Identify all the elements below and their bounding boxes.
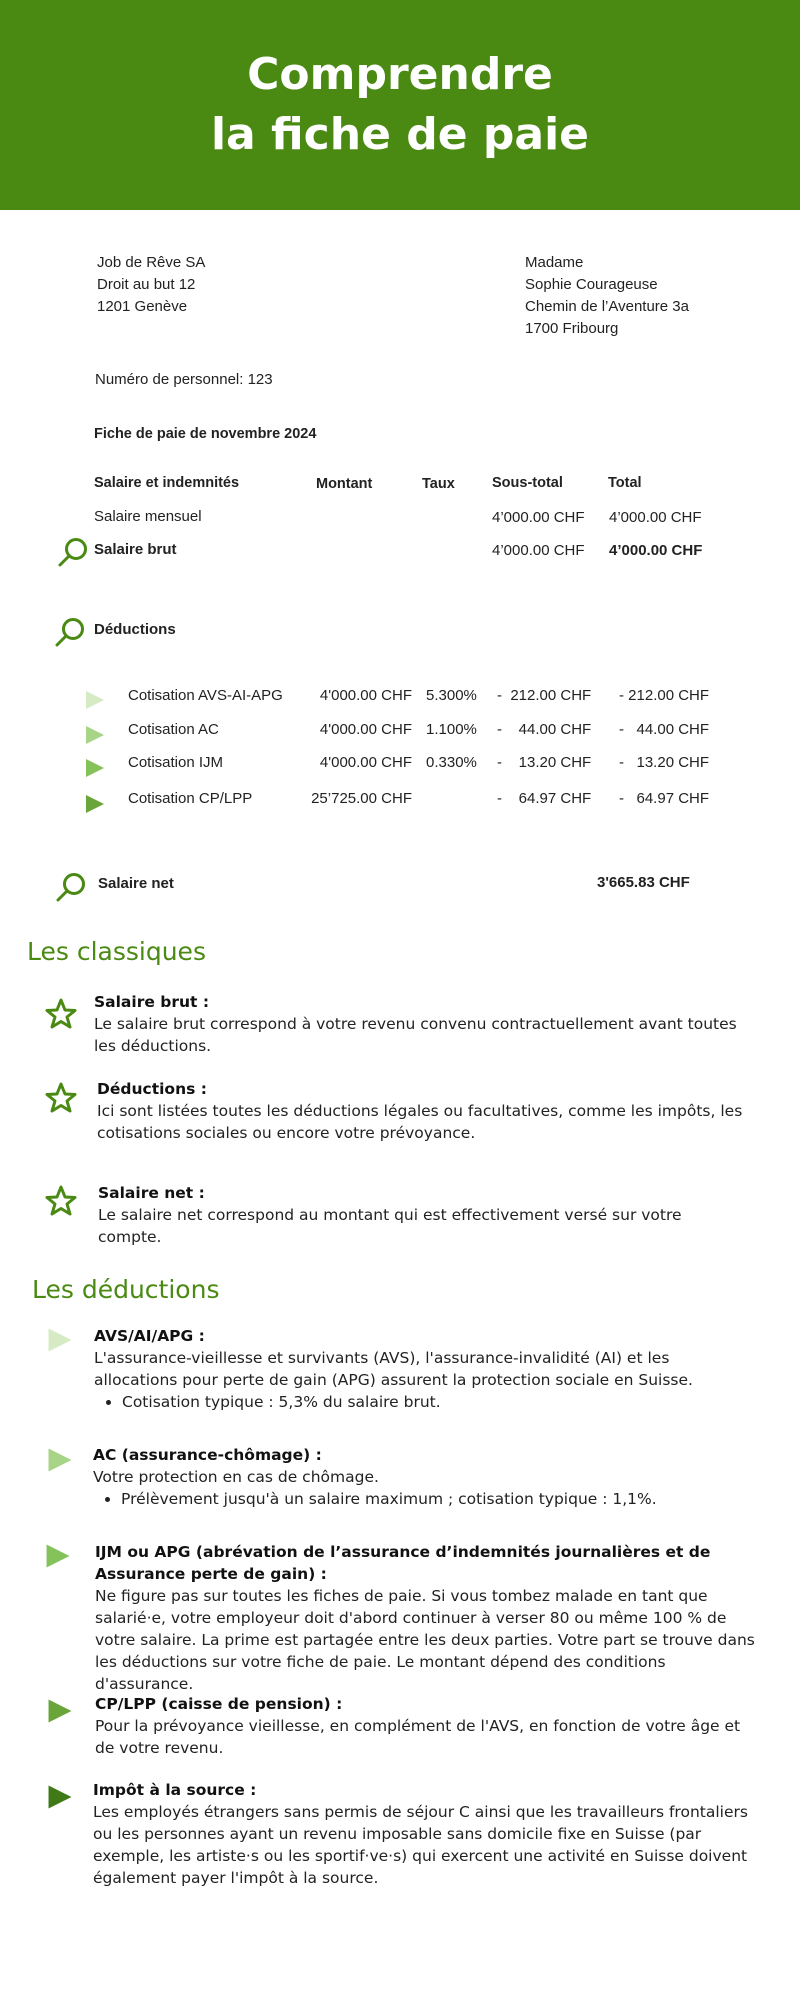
deduction-row-label: Cotisation AC <box>128 721 219 738</box>
deduction-item <box>95 1693 755 1759</box>
deduction-row-amount: 4'000.00 CHF <box>319 754 412 771</box>
deduction-item <box>93 1444 753 1510</box>
deduction-row-rate: 0.330% <box>426 754 477 771</box>
star-icon <box>44 997 78 1031</box>
deduction-row-amount: 4'000.00 CHF <box>319 721 412 738</box>
monthly-salary-label: Salaire mensuel <box>94 508 202 525</box>
classics-item-title: Salaire brut : <box>94 993 210 1011</box>
deduction-item-body <box>94 1347 754 1413</box>
deduction-row-rate: 5.300% <box>426 687 477 704</box>
employer-address <box>97 252 205 318</box>
classics-item-title: Salaire net : <box>98 1184 205 1202</box>
deduction-row-subtotal: - 212.00 CHF <box>497 687 592 704</box>
classics-item <box>94 991 744 1057</box>
triangle-bullet-icon <box>84 689 106 711</box>
col-header-subtotal: Sous-total <box>492 475 563 491</box>
employee-salutation: Madame <box>525 254 584 271</box>
deduction-row-subtotal: - 13.20 CHF <box>497 754 592 771</box>
deduction-row-label: Cotisation CP/LPP <box>128 790 253 807</box>
monthly-salary-subtotal: 4’000.00 CHF <box>492 509 585 526</box>
triangle-bullet-icon <box>46 1326 74 1354</box>
deduction-row-subtotal: - 44.00 CHF <box>497 721 592 738</box>
employer-city: 1201 Genève <box>97 298 188 315</box>
deduction-row-label: Cotisation IJM <box>128 754 224 771</box>
gross-salary-subtotal: 4’000.00 CHF <box>492 542 585 559</box>
employee-address <box>525 252 689 340</box>
deduction-item-body <box>93 1466 753 1510</box>
deduction-item-title: AVS/AI/APG : <box>94 1327 205 1345</box>
classics-item-body: Le salaire brut correspond à votre revenu convenu contractuellement avant toutes les déductions. <box>94 1015 737 1055</box>
triangle-bullet-icon <box>84 757 106 779</box>
deduction-row-amount: 4'000.00 CHF <box>319 687 412 704</box>
col-header-label: Salaire et indemnités <box>94 475 240 491</box>
deduction-item-bullets <box>121 1488 753 1510</box>
magnifier-icon <box>54 870 88 904</box>
gross-salary-label: Salaire brut <box>94 541 177 558</box>
deduction-item-text: L'assurance-vieillesse et survivants (AVS), l'assurance-invalidité (AI) et les allocations pour perte de gain (APG) assurent la protection sociale en Suisse. <box>94 1349 693 1389</box>
deduction-item <box>95 1541 755 1695</box>
triangle-bullet-icon <box>84 793 106 815</box>
deduction-row-amount: 25’725.00 CHF <box>311 790 412 807</box>
employee-city: 1700 Fribourg <box>525 320 619 337</box>
triangle-bullet-icon <box>46 1697 74 1725</box>
deduction-row-label: Cotisation AVS-AI-APG <box>128 687 283 704</box>
deduction-item <box>94 1325 754 1413</box>
deduction-item-title: AC (assurance-chômage) : <box>93 1446 322 1464</box>
triangle-bullet-icon <box>46 1446 74 1474</box>
deductions-label: Déductions <box>94 621 176 638</box>
deduction-item-bullet: • Prélèvement jusqu'à un salaire maximum ; cotisation typique : 1,1%. <box>121 1488 753 1510</box>
gross-salary-total: 4’000.00 CHF <box>609 542 703 559</box>
deduction-item <box>93 1779 753 1889</box>
deduction-item-body: Les employés étrangers sans permis de séjour C ainsi que les travailleurs frontaliers ou les personnes ayant un revenu imposable sans domicile fixe en Suisse (par exemple, les artiste·s ou les sportif·ve·s) qui exercent une activité en Suisse doivent également payer l'impôt à la source. <box>93 1803 748 1887</box>
col-header-rate: Taux <box>422 476 455 492</box>
net-salary-label: Salaire net <box>98 875 174 892</box>
section-title-classics: Les classiques <box>27 937 206 966</box>
deduction-item-bullet: • Cotisation typique : 5,3% du salaire brut. <box>122 1391 754 1413</box>
star-icon <box>44 1184 78 1218</box>
header-banner <box>0 0 800 210</box>
deduction-item-body: Ne figure pas sur toutes les fiches de paie. Si vous tombez malade en tant que salarié·e, votre employeur doit d'abord continuer à verser 80 ou même 100 % de votre salaire. La prime est partagée entre les deux parties. Votre part se trouve dans les déductions sur votre fiche de paie. Le montant dépend des conditions d'assurance. <box>95 1587 755 1693</box>
col-header-amount: Montant <box>316 476 373 492</box>
triangle-bullet-icon <box>84 724 106 746</box>
deduction-row-total: - 44.00 CHF <box>619 721 710 738</box>
deduction-row-rate: 1.100% <box>426 721 477 738</box>
deduction-row-total: - 64.97 CHF <box>619 790 710 807</box>
classics-item <box>98 1182 748 1248</box>
col-header-total: Total <box>608 475 642 491</box>
employee-street: Chemin de l’Aventure 3a <box>525 298 689 315</box>
personnel-number: Numéro de personnel: 123 <box>95 371 273 388</box>
classics-item-title: Déductions : <box>97 1080 207 1098</box>
section-title-deductions: Les déductions <box>32 1275 220 1304</box>
employer-name: Job de Rêve SA <box>97 254 206 271</box>
employee-name: Sophie Courageuse <box>525 276 658 293</box>
deduction-item-bullets <box>122 1391 754 1413</box>
classics-item <box>97 1078 747 1144</box>
deduction-item-body: Pour la prévoyance vieillesse, en complément de l'AVS, en fonction de votre âge et de votre revenu. <box>95 1717 741 1757</box>
deduction-item-title: CP/LPP (caisse de pension) : <box>95 1695 343 1713</box>
page-title-line-2: la fiche de paie <box>210 109 590 160</box>
triangle-bullet-icon <box>44 1542 72 1570</box>
triangle-bullet-icon <box>46 1783 74 1811</box>
deduction-row-total: - 212.00 CHF <box>619 687 710 704</box>
deduction-row-subtotal: - 64.97 CHF <box>497 790 592 807</box>
deduction-item-title: Impôt à la source : <box>93 1781 257 1799</box>
star-icon <box>44 1081 78 1115</box>
deduction-item-title: IJM ou APG (abrévation de l’assurance d’indemnités journalières et de Assurance perte de gain) : <box>95 1543 711 1583</box>
deduction-row-total: - 13.20 CHF <box>619 754 710 771</box>
page-title-line-1: Comprendre <box>247 49 553 100</box>
employer-street: Droit au but 12 <box>97 276 196 293</box>
classics-item-body: Le salaire net correspond au montant qui est effectivement versé sur votre compte. <box>98 1206 682 1246</box>
classics-item-body: Ici sont listées toutes les déductions légales ou facultatives, comme les impôts, les cotisations sociales ou encore votre prévoyance. <box>97 1102 743 1142</box>
monthly-salary-total: 4’000.00 CHF <box>609 509 702 526</box>
deduction-item-text: Votre protection en cas de chômage. <box>93 1468 379 1486</box>
magnifier-icon <box>53 615 87 649</box>
magnifier-icon <box>56 535 90 569</box>
net-salary-total: 3'665.83 CHF <box>597 874 690 891</box>
payslip-title: Fiche de paie de novembre 2024 <box>94 426 317 442</box>
